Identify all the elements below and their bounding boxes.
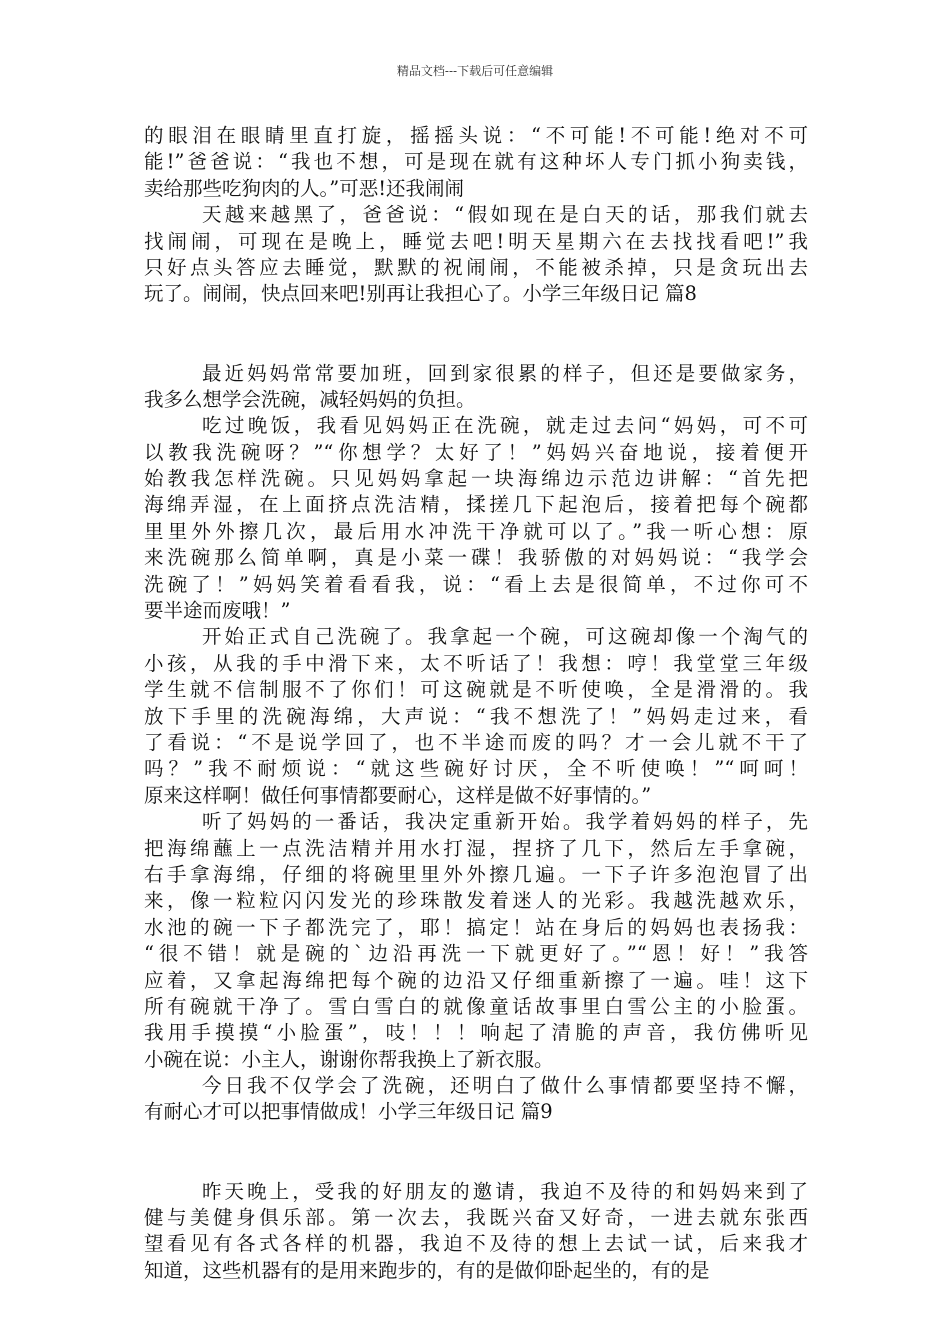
text-line: 放下手里的洗碗海绵，大声说：“我不想洗了！”妈妈走过来，看 bbox=[144, 704, 808, 728]
section-gap bbox=[144, 308, 808, 361]
text-line: 以教我洗碗呀？”“你想学？太好了！”妈妈兴奋地说，接着便开 bbox=[144, 440, 808, 464]
text-line: 海绵弄湿，在上面挤点洗洁精，揉搓几下起泡后，接着把每个碗都 bbox=[144, 493, 808, 517]
paragraph bbox=[144, 413, 808, 624]
text-line: 所有碗就干净了。雪白雪白的就像童话故事里白雪公主的小脸蛋。 bbox=[144, 994, 808, 1018]
paragraph bbox=[144, 809, 808, 1073]
text-line: 要半途而废哦！” bbox=[144, 599, 291, 623]
text-line: 的眼泪在眼睛里直打旋，摇摇头说：“不可能!不可能!绝对不可 bbox=[144, 124, 808, 147]
document-body bbox=[144, 123, 808, 1284]
paragraph bbox=[144, 624, 808, 809]
text-line: 玩了。闹闹，快点回来吧!别再让我担心了。小学三年级日记 篇8 bbox=[144, 282, 697, 306]
text-line: 能!”爸爸说：“我也不想，可是现在就有这种坏人专门抓小狗卖钱， bbox=[144, 150, 808, 174]
text-line: 来洗碗那么简单啊，真是小菜一碟！我骄傲的对妈妈说：“我学会 bbox=[144, 546, 808, 570]
text-line: 原来这样啊！做任何事情都要耐心，这样是做不好事情的。” bbox=[144, 783, 652, 807]
text-line: 吗？”我不耐烦说：“就这些碗好讨厌，全不听使唤！”“呵呵！ bbox=[144, 757, 808, 781]
text-line: 我用手摸摸“小脸蛋”，吱！！！响起了清脆的声音，我仿佛听见 bbox=[144, 1021, 808, 1045]
page-header: 精品文档---下载后可任意编辑 bbox=[396, 64, 554, 78]
paragraph bbox=[144, 202, 808, 308]
text-line: 水池的碗一下子都洗完了，耶！搞定！站在身后的妈妈也表扬我： bbox=[144, 915, 808, 939]
paragraph bbox=[144, 361, 808, 414]
text-line: 了看说：“不是说学回了，也不半途而废的吗？才一会儿就不干了 bbox=[144, 731, 808, 754]
text-line: 学生就不信制服不了你们！可这碗就是不听使唤，全是滑滑的。我 bbox=[144, 678, 808, 702]
text-line: 吃过晚饭，我看见妈妈正在洗碗，就走过去问“妈妈，可不可 bbox=[202, 414, 808, 438]
text-line: 只好点头答应去睡觉，默默的祝闹闹，不能被杀掉，只是贪玩出去 bbox=[144, 255, 808, 279]
text-line: 最近妈妈常常要加班，回到家很累的样子，但还是要做家务， bbox=[202, 361, 808, 385]
text-line: 卖给那些吃狗肉的人。”可恶!还我闹闹 bbox=[144, 176, 465, 200]
paragraph bbox=[144, 1073, 808, 1126]
section-gap bbox=[144, 1126, 808, 1179]
text-line: 健与美健身俱乐部。第一次去，我既兴奋又好奇，一进去就东张西 bbox=[144, 1206, 808, 1230]
text-line: 来，像一粒粒闪闪发光的珍珠散发着迷人的光彩。我越洗越欢乐， bbox=[144, 889, 808, 913]
text-line: 找闹闹，可现在是晚上，睡觉去吧!明天星期六在去找找看吧!”我 bbox=[144, 229, 808, 253]
paragraph bbox=[144, 1179, 808, 1285]
text-line: “很不错！就是碗的`边沿再洗一下就更好了。”“恩！好！”我答 bbox=[144, 942, 808, 966]
text-line: 小孩，从我的手中滑下来，太不听话了！我想：哼！我堂堂三年级 bbox=[144, 651, 808, 675]
text-line: 今日我不仅学会了洗碗，还明白了做什么事情都要坚持不懈， bbox=[202, 1074, 808, 1098]
paragraph bbox=[144, 123, 808, 202]
text-line: 听了妈妈的一番话，我决定重新开始。我学着妈妈的样子，先 bbox=[202, 810, 808, 834]
text-line: 右手拿海绵，仔细的将碗里里外外擦几遍。一下子许多泡泡冒了出 bbox=[144, 862, 808, 886]
text-line: 望看见有各式各样的机器，我迫不及待的想上去试一试，后来我才 bbox=[144, 1232, 808, 1256]
text-line: 开始正式自己洗碗了。我拿起一个碗，可这碗却像一个淘气的 bbox=[202, 625, 808, 649]
text-line: 知道，这些机器有的是用来跑步的，有的是做仰卧起坐的，有的是 bbox=[144, 1258, 710, 1282]
text-line: 有耐心才可以把事情做成！小学三年级日记 篇9 bbox=[144, 1100, 553, 1124]
text-line: 应着，又拿起海绵把每个碗的边沿又仔细重新擦了一遍。哇！这下 bbox=[144, 968, 808, 992]
text-line: 小碗在说：小主人，谢谢你帮我换上了新衣服。 bbox=[144, 1047, 554, 1071]
text-line: 昨天晚上，受我的好朋友的邀请，我迫不及待的和妈妈来到了 bbox=[202, 1179, 808, 1203]
text-line: 洗碗了！”妈妈笑着看看我，说：“看上去是很简单，不过你可不 bbox=[144, 572, 808, 596]
text-line: 始教我怎样洗碗。只见妈妈拿起一块海绵边示范边讲解：“首先把 bbox=[144, 467, 808, 491]
text-line: 里里外外擦几次，最后用水冲洗干净就可以了。”我一听心想：原 bbox=[144, 519, 808, 543]
text-line: 我多么想学会洗碗，减轻妈妈的负担。 bbox=[144, 387, 476, 411]
text-line: 天越来越黑了，爸爸说：“假如现在是白天的话，那我们就去 bbox=[202, 203, 808, 227]
text-line: 把海绵蘸上一点洗洁精并用水打湿，捏挤了几下，然后左手拿碗， bbox=[144, 836, 808, 860]
